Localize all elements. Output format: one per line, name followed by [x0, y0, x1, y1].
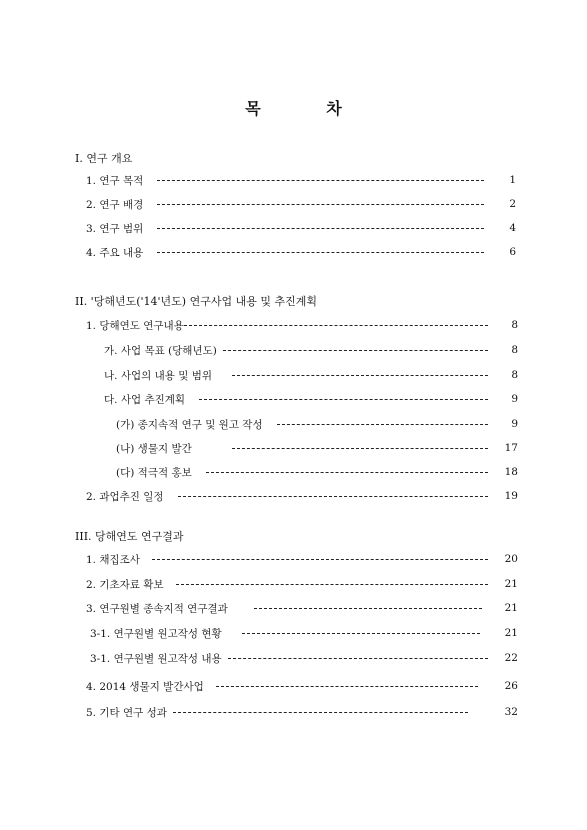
toc-entry-label: 1. 채집조사 [86, 553, 140, 566]
dot-leader [178, 496, 488, 497]
toc-entry[interactable] [116, 440, 518, 456]
section-heading-1: I. 연구 개요 [75, 152, 133, 165]
toc-entry-page: 32 [504, 706, 518, 718]
toc-entry-page: 8 [511, 319, 518, 331]
dot-leader [176, 584, 488, 585]
toc-entry-label: 2. 과업추진 일정 [86, 490, 164, 503]
toc-entry-label: 5. 기타 연구 성과 [86, 706, 167, 719]
toc-title: 목 차 [245, 99, 372, 118]
dot-leader [223, 350, 488, 351]
dot-leader [206, 472, 488, 473]
dot-leader [232, 448, 488, 449]
dot-leader [216, 686, 478, 687]
toc-entry-page: 21 [504, 627, 518, 639]
toc-entry[interactable] [90, 650, 518, 666]
dot-leader [157, 252, 484, 253]
dot-leader [199, 399, 488, 400]
toc-entry-page: 6 [509, 246, 516, 258]
toc-entry-label: 나. 사업의 내용 및 범위 [104, 369, 212, 382]
toc-entry-label: 가. 사업 목표 (당해년도) [104, 344, 217, 357]
toc-entry-label: 2. 기초자료 확보 [86, 578, 164, 591]
dot-leader [242, 633, 480, 634]
toc-entry-page: 26 [504, 680, 518, 692]
toc-entry-label: (다) 적극적 홍보 [116, 466, 192, 479]
toc-entry-page: 19 [504, 490, 518, 502]
toc-entry-label: 4. 주요 내용 [86, 246, 144, 259]
toc-entry-page: 9 [511, 393, 518, 405]
toc-entry[interactable] [86, 488, 518, 504]
toc-entry-label: 다. 사업 추진계획 [104, 393, 186, 406]
toc-entry-page: 21 [504, 602, 518, 614]
toc-entry[interactable] [104, 342, 518, 358]
dot-leader [228, 658, 488, 659]
dot-leader [254, 608, 482, 609]
toc-entry-page: 17 [504, 442, 518, 454]
toc-entry[interactable] [86, 220, 516, 236]
section-heading-2: II. '당해년도('14'년도) 연구사업 내용 및 추진계획 [75, 295, 317, 308]
toc-entry[interactable] [86, 317, 518, 333]
toc-entry[interactable] [86, 704, 518, 720]
toc-entry[interactable] [86, 600, 518, 616]
toc-entry-page: 20 [504, 553, 518, 565]
section-heading-3: III. 당해연도 연구결과 [75, 530, 184, 543]
dot-leader [173, 712, 468, 713]
toc-entry-label: 3. 연구원별 종속지적 연구결과 [86, 602, 228, 615]
dot-leader [232, 375, 488, 376]
toc-entry-label: 3-1. 연구원별 원고작성 현황 [90, 627, 222, 640]
toc-entry[interactable] [116, 464, 518, 480]
toc-entry[interactable] [116, 416, 518, 432]
toc-entry[interactable] [86, 576, 518, 592]
toc-entry-page: 22 [504, 652, 518, 664]
toc-entry[interactable] [104, 367, 518, 383]
toc-entry[interactable] [86, 172, 516, 188]
toc-entry-label: 2. 연구 배경 [86, 198, 144, 211]
toc-entry[interactable] [86, 244, 516, 260]
toc-entry-page: 18 [504, 466, 518, 478]
toc-entry-label: 3-1. 연구원별 원고작성 내용 [90, 652, 222, 665]
dot-leader [157, 228, 484, 229]
toc-entry[interactable] [86, 551, 518, 567]
toc-entry-label: 4. 2014 생물지 발간사업 [86, 680, 204, 693]
toc-entry-label: 1. 당해연도 연구내용 [86, 319, 184, 332]
toc-entry[interactable] [86, 678, 518, 694]
dot-leader [152, 559, 488, 560]
toc-entry[interactable] [86, 196, 516, 212]
toc-entry-page: 1 [509, 174, 516, 186]
toc-entry-page: 2 [509, 198, 516, 210]
toc-entry-page: 9 [511, 418, 518, 430]
dot-leader [157, 180, 484, 181]
toc-entry-page: 8 [511, 369, 518, 381]
toc-entry[interactable] [90, 625, 518, 641]
toc-entry-page: 4 [509, 222, 516, 234]
toc-entry-label: 3. 연구 범위 [86, 222, 144, 235]
toc-entry-page: 8 [511, 344, 518, 356]
toc-entry-label: (나) 생물지 발간 [116, 442, 192, 455]
dot-leader [184, 325, 488, 326]
dot-leader [277, 424, 488, 425]
toc-entry-label: 1. 연구 목적 [86, 174, 144, 187]
toc-entry[interactable] [104, 391, 518, 407]
toc-entry-page: 21 [504, 578, 518, 590]
dot-leader [157, 204, 484, 205]
toc-entry-label: (가) 종지속적 연구 및 원고 작성 [116, 418, 263, 431]
